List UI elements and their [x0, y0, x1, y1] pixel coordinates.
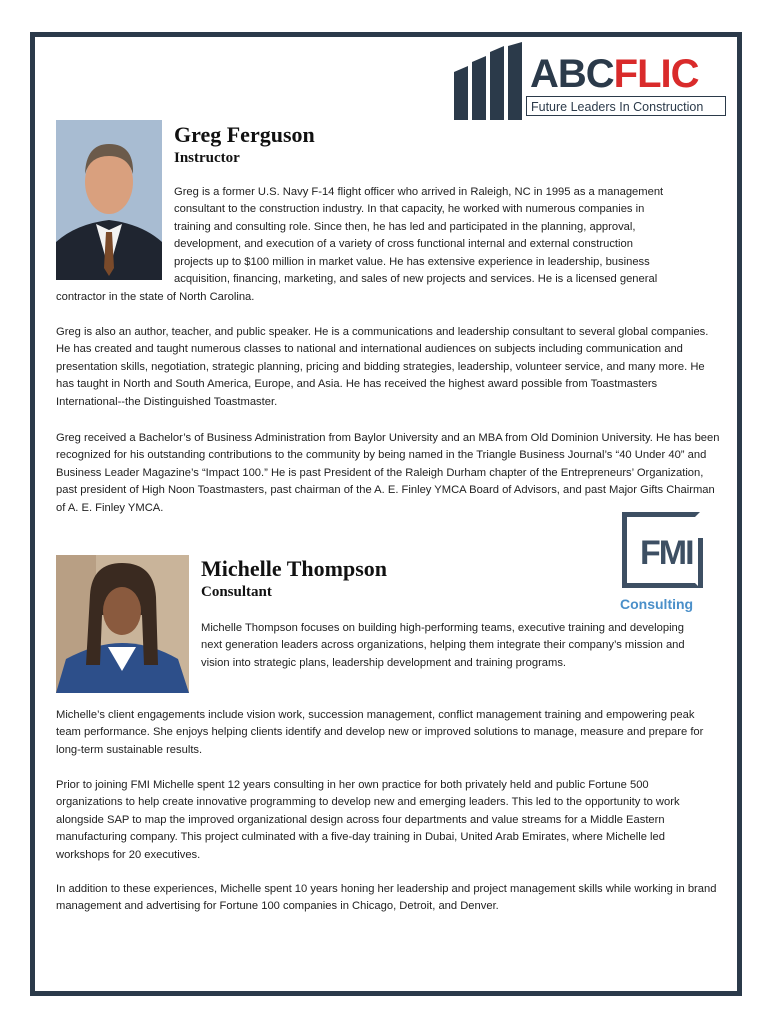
logo-wordmark [530, 54, 699, 94]
michelle-photo [56, 555, 189, 693]
greg-header [174, 122, 714, 167]
greg-name: Greg Ferguson [174, 122, 315, 147]
greg-bio-tail: contractor in the state of North Carolina. [56, 291, 255, 303]
greg-bio-line-2: consultant to the construction industry. In that capacity, he worked with numerous companies in [174, 203, 645, 216]
fmi-bar [698, 538, 703, 588]
michelle-bio-paragraph-4: In addition to these experiences, Michelle spent 10 years honing her leadership and project management skills while working in brand management and advertising for Fortune 100 companies in Chicago, Detroit, and Denver. [56, 883, 717, 913]
fmi-consulting-logo [620, 510, 708, 615]
greg-bio-line-3: training and consulting role. Since then, he has led and participated in the planning, approval, [174, 220, 636, 233]
building-bars-icon [452, 42, 524, 120]
greg-bio-paragraph-3: Greg received a Bachelor’s of Business Administration from Baylor University and an MBA from Old Dominion University. He has been recognized for his outstanding contributions to the community by being named in the Triangle Business Journal’s “40 Under 40” and Business Leader Magazine’s “Impact 100.” He is past President of the Raleigh Durham chapter of the Entrepreneurs’ Organization, past president of High Noon Toastmasters, past chairman of the A. E. Finley YMCA Board of Advisors, and past Major Gifts Chairman of A. E. Finley YMCA. [56, 432, 720, 514]
greg-role: Instructor [174, 150, 240, 166]
greg-bio-line-5: projects up to $100 million in market value. He has extensive experience in leadership, business [174, 255, 650, 268]
michelle-bio-paragraph-2: Michelle’s client engagements include vision work, succession management, conflict management training and empowering peak team performance. She enjoys helping clients identify and develop new or improved solutions to manage, measure and prepare for long-term sustainable results. [56, 709, 704, 756]
greg-bio-line-6: acquisition, financing, marketing, and sales of new projects and services. He is a licensed general [174, 273, 658, 286]
fmi-consulting-text: Consulting [620, 596, 694, 612]
abc-flic-logo [452, 40, 724, 120]
greg-bio-paragraph-2: Greg is also an author, teacher, and public speaker. He is a communications and leadership consultant to several global companies. He has created and taught numerous classes to national and international audiences on subjects including communication and presentation skills, negotiation, strategic planning, pricing and bidding strategies, leadership, volunteer service, and many more. He has taught in North and South America, Europe, and Asia. He has received the highest award possible from Toastmasters International--the Distinguished Toastmaster. [56, 326, 709, 408]
greg-bio-line-1: Greg is a former U.S. Navy F-14 flight officer who arrived in Raleigh, NC in 1995 as a management [174, 186, 664, 198]
michelle-name: Michelle Thompson [201, 556, 388, 581]
greg-bio-intro [174, 184, 724, 288]
fmi-letters: FMI [640, 534, 693, 572]
logo-abc-text: ABC [530, 52, 614, 96]
greg-bio-line-4: development, and execution of a variety of cross functional internal and external construction [174, 238, 633, 251]
greg-photo [56, 120, 162, 280]
michelle-header [201, 556, 601, 601]
logo-flic-text: FLIC [613, 52, 699, 96]
michelle-bio-paragraph-1: Michelle Thompson focuses on building high-performing teams, executive training and developing next generation leaders across organizations, helping them integrate their company’s mission and vision into strategic plans, leadership development and training programs. [201, 622, 685, 669]
logo-tagline: Future Leaders In Construction [526, 96, 726, 116]
michelle-role: Consultant [201, 584, 272, 600]
michelle-bio-paragraph-3: Prior to joining FMI Michelle spent 12 years consulting in her own practice for both privately held and public Fortune 500 organizations to help create innovative programming to develop new and emerging leaders. This led to the opportunity to work alongside SAP to map the improved organizational design across four departments and value streams for a Middle Eastern manufacturing company. This project culminated with a five-day training in Dubai, United Arab Emirates, where Michelle led workshops for 20 executives. [56, 779, 680, 861]
